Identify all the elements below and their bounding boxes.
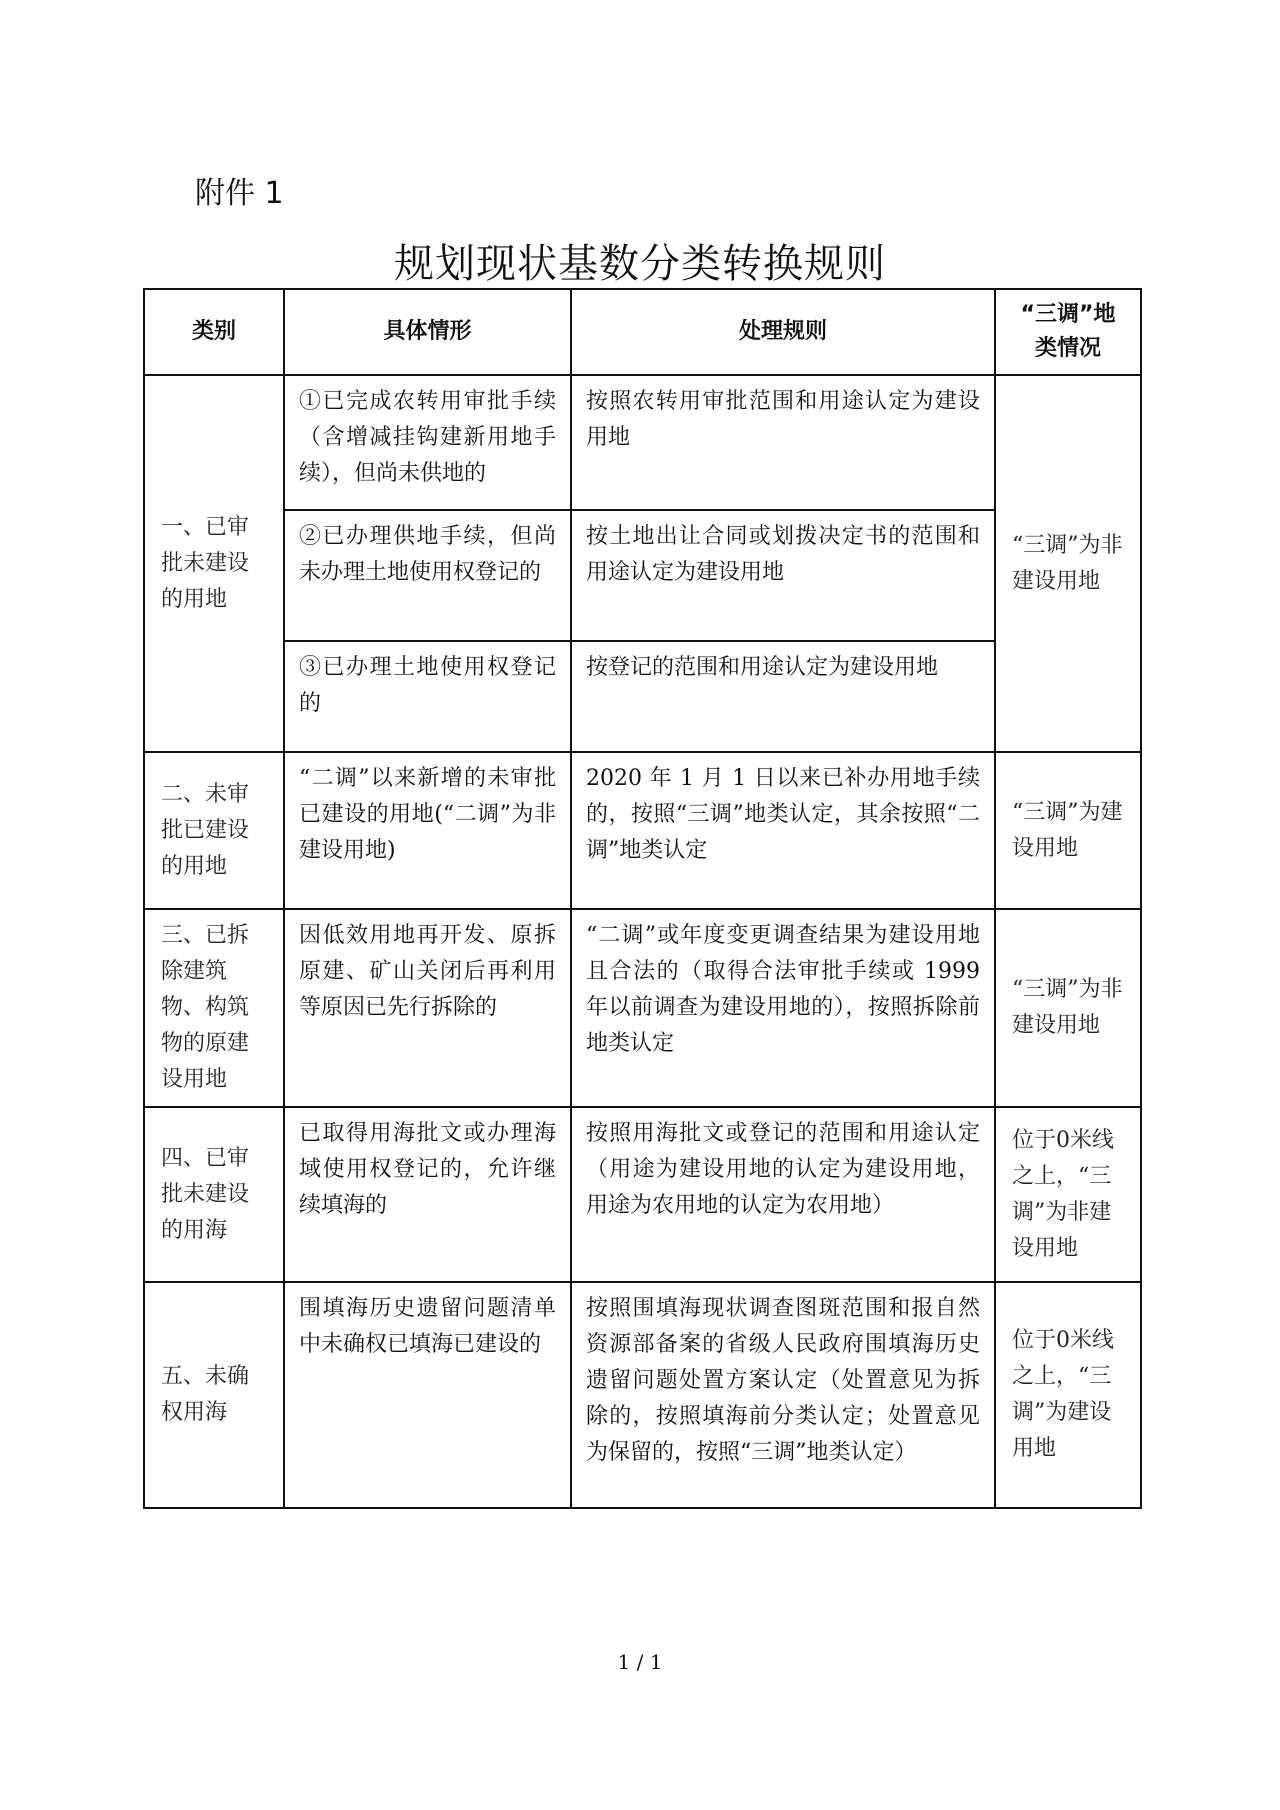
- table-row: [144, 510, 1141, 641]
- category-cell: 二、未审批已建设的用地: [144, 752, 284, 909]
- category-cell: 五、未确权用海: [144, 1282, 284, 1508]
- situation-cell: 围填海历史遗留问题清单中未确权已填海已建设的: [284, 1282, 571, 1508]
- table-row: [144, 641, 1141, 752]
- situation-cell: 因低效用地再开发、原拆原建、矿山关闭后再利用等原因已先行拆除的: [284, 909, 571, 1107]
- rule-cell: “二调”或年度变更调查结果为建设用地且合法的（取得合法审批手续或 1999 年以前调查为建设用地的），按照拆除前地类认定: [571, 909, 995, 1107]
- rule-cell: 按登记的范围和用途认定为建设用地: [571, 641, 995, 752]
- rule-cell: 按照用海批文或登记的范围和用途认定（用途为建设用地的认定为建设用地，用途为农用地的认定为农用地）: [571, 1107, 995, 1282]
- category-cell: 三、已拆除建筑物、构筑物的原建设用地: [144, 909, 284, 1107]
- rule-cell: 2020 年 1 月 1 日以来已补办用地手续的，按照“三调”地类认定，其余按照“二调”地类认定: [571, 752, 995, 909]
- table-header-row: [144, 289, 1141, 375]
- table-row: [144, 1282, 1141, 1508]
- table-row: [144, 752, 1141, 909]
- header-survey-status: “三调”地类情况: [995, 289, 1141, 375]
- survey-status-cell: 位于0米线之上，“三调”为非建设用地: [995, 1107, 1141, 1282]
- table-row: [144, 909, 1141, 1107]
- header-category: 类别: [144, 289, 284, 375]
- table-row: [144, 1107, 1141, 1282]
- rule-cell: 按土地出让合同或划拨决定书的范围和用途认定为建设用地: [571, 510, 995, 641]
- page-number: 1 / 1: [617, 1650, 663, 1674]
- situation-cell: ②已办理供地手续，但尚未办理土地使用权登记的: [284, 510, 571, 641]
- header-rule: 处理规则: [571, 289, 995, 375]
- rule-cell: 按照围填海现状调查图斑范围和报自然资源部备案的省级人民政府围填海历史遗留问题处置方案认定（处置意见为拆除的，按照填海前分类认定；处置意见为保留的，按照“三调”地类认定）: [571, 1282, 995, 1508]
- situation-cell: 已取得用海批文或办理海域使用权登记的，允许继续填海的: [284, 1107, 571, 1282]
- situation-cell: ③已办理土地使用权登记的: [284, 641, 571, 752]
- survey-status-cell: “三调”为非建设用地: [995, 375, 1141, 752]
- category-cell: 一、已审批未建设的用地: [144, 375, 284, 752]
- survey-status-cell: 位于0米线之上，“三调”为建设用地: [995, 1282, 1141, 1508]
- situation-cell: ①已完成农转用审批手续（含增减挂钩建新用地手续），但尚未供地的: [284, 375, 571, 510]
- table-row: [144, 375, 1141, 510]
- conversion-rules-table: [143, 288, 1142, 1509]
- category-cell: 四、已审批未建设的用海: [144, 1107, 284, 1282]
- document-title: 规划现状基数分类转换规则: [394, 241, 886, 287]
- survey-status-cell: “三调”为建设用地: [995, 752, 1141, 909]
- rule-cell: 按照农转用审批范围和用途认定为建设用地: [571, 375, 995, 510]
- survey-status-cell: “三调”为非建设用地: [995, 909, 1141, 1107]
- situation-cell: “二调”以来新增的未审批已建设的用地(“二调”为非建设用地): [284, 752, 571, 909]
- header-situation: 具体情形: [284, 289, 571, 375]
- annex-label: 附件 1: [195, 176, 284, 211]
